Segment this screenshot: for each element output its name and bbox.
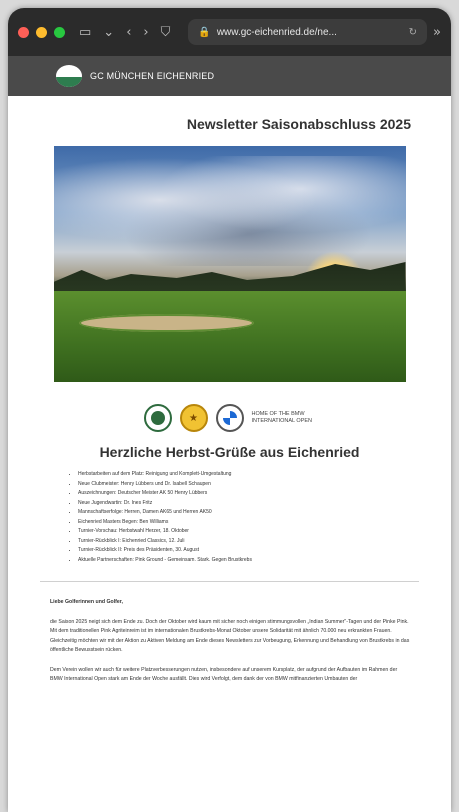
partner-logos — [40, 404, 419, 432]
minimize-window-button[interactable] — [36, 27, 47, 38]
chevron-down-icon[interactable]: ⌄ — [103, 24, 115, 40]
close-window-button[interactable] — [18, 27, 29, 38]
list-item[interactable]: • Neue Clubmeister: Henry Lübbers und Dr. Isabell Schaupen — [78, 480, 419, 490]
list-item[interactable]: • Neue Jugendwartin: Dr. Ines Fritz — [78, 499, 419, 509]
lock-icon: 🔒 — [198, 26, 211, 38]
list-item[interactable]: • Turnier-Rückblick II: Preis des Präsidenten, 30. August — [78, 546, 419, 556]
list-item[interactable]: • Aktuelle Partnerschaften: Pink Ground - Gemeinsam. Stark. Gegen Brustkrebs — [78, 556, 419, 566]
shield-icon[interactable]: ⛉ — [160, 24, 171, 40]
newsletter-content — [8, 116, 451, 685]
list-item[interactable]: • Turnier-Vorschau: Herbstwahl Herzer, 18. Oktober — [78, 527, 419, 537]
list-item[interactable]: • Eichenried Masters Begen: Ben Williams — [78, 518, 419, 528]
browser-window — [8, 8, 451, 812]
salutation: Liebe Golferinnen und Golfer, — [50, 599, 123, 605]
home-of-text: HOME OF THE BMW INTERNATIONAL OPEN — [251, 411, 313, 424]
newsletter-title: Newsletter Saisonabschluss 2025 — [186, 116, 411, 132]
partner-badge-icon: ★ — [180, 404, 208, 432]
list-item[interactable]: • Mannschaftserfolge: Herren, Damen AK65 und Herren AK50 — [78, 508, 419, 518]
newsletter-body — [40, 598, 419, 685]
hero-clouds — [54, 156, 406, 266]
section-divider — [40, 581, 419, 582]
sidebar-icon[interactable]: ▭ — [79, 24, 92, 40]
hero-image — [54, 146, 406, 382]
body-paragraph: die Saison 2025 neigt sich dem Ende zu. Doch der Oktober wird kaum mit sicher noch einigen stimmungsvollen „Indian Summer"-Tagen und der Pinke Pink. Mit dem traditionellen Pink Agriteinreim ist im internationalen Brustkrebs-Monat Oktober unsere Solidarität mit ähnlich 70.000 neu erkrankten Frauen. Gleichzeitig möchten wir mit der Aktion zu Aktiven Meldung am Ende dieses Newsletters zur Vorbeugung, Erkennung und Behandlung von Brustkrebs in das öffentliche Bewusstsein rücken. — [50, 618, 410, 653]
club-logo-icon — [56, 65, 82, 87]
extend-icon[interactable]: » — [433, 24, 441, 40]
topics-list — [78, 470, 419, 565]
list-item[interactable]: • Turnier-Rückblick I: Eichenried Classics, 12. Juli — [78, 537, 419, 547]
list-item[interactable]: • Herbstarbeiten auf dem Platz: Reinigung und Komplett-Umgestaltung — [78, 470, 419, 480]
forward-icon[interactable]: › — [143, 24, 149, 40]
hero-bunker — [79, 314, 254, 332]
body-paragraph: Dem Verein wollen wir auch für weitere Platzverbesserungen nutzen, insbesondere auf unserem Kursplatz, der aufgrund der Aufbauten im Rahmen der BMW International Open stark am Ende der Woche ausfällt. Dies wird Verfolgt, dem dank der von BMW mitfinanzierten Umbauten der — [50, 666, 398, 682]
bmw-logo-icon — [216, 404, 244, 432]
hero-green — [54, 291, 406, 382]
list-item[interactable]: • Auszeichnungen: Deutscher Meister AK 50 Henry Lübbers — [78, 489, 419, 499]
url-text: www.gc-eichenried.de/ne... — [216, 26, 337, 38]
greeting-heading: Herzliche Herbst-Grüße aus Eichenried — [99, 444, 360, 460]
address-bar[interactable] — [188, 19, 427, 45]
club-badge-icon — [144, 404, 172, 432]
reload-icon[interactable]: ↻ — [408, 26, 418, 38]
zoom-window-button[interactable] — [54, 27, 65, 38]
window-controls — [18, 27, 65, 38]
newsletter-header — [8, 56, 451, 96]
back-icon[interactable]: ‹ — [126, 24, 132, 40]
browser-toolbar — [8, 8, 451, 56]
club-name: GC MÜNCHEN EICHENRIED — [90, 71, 215, 81]
